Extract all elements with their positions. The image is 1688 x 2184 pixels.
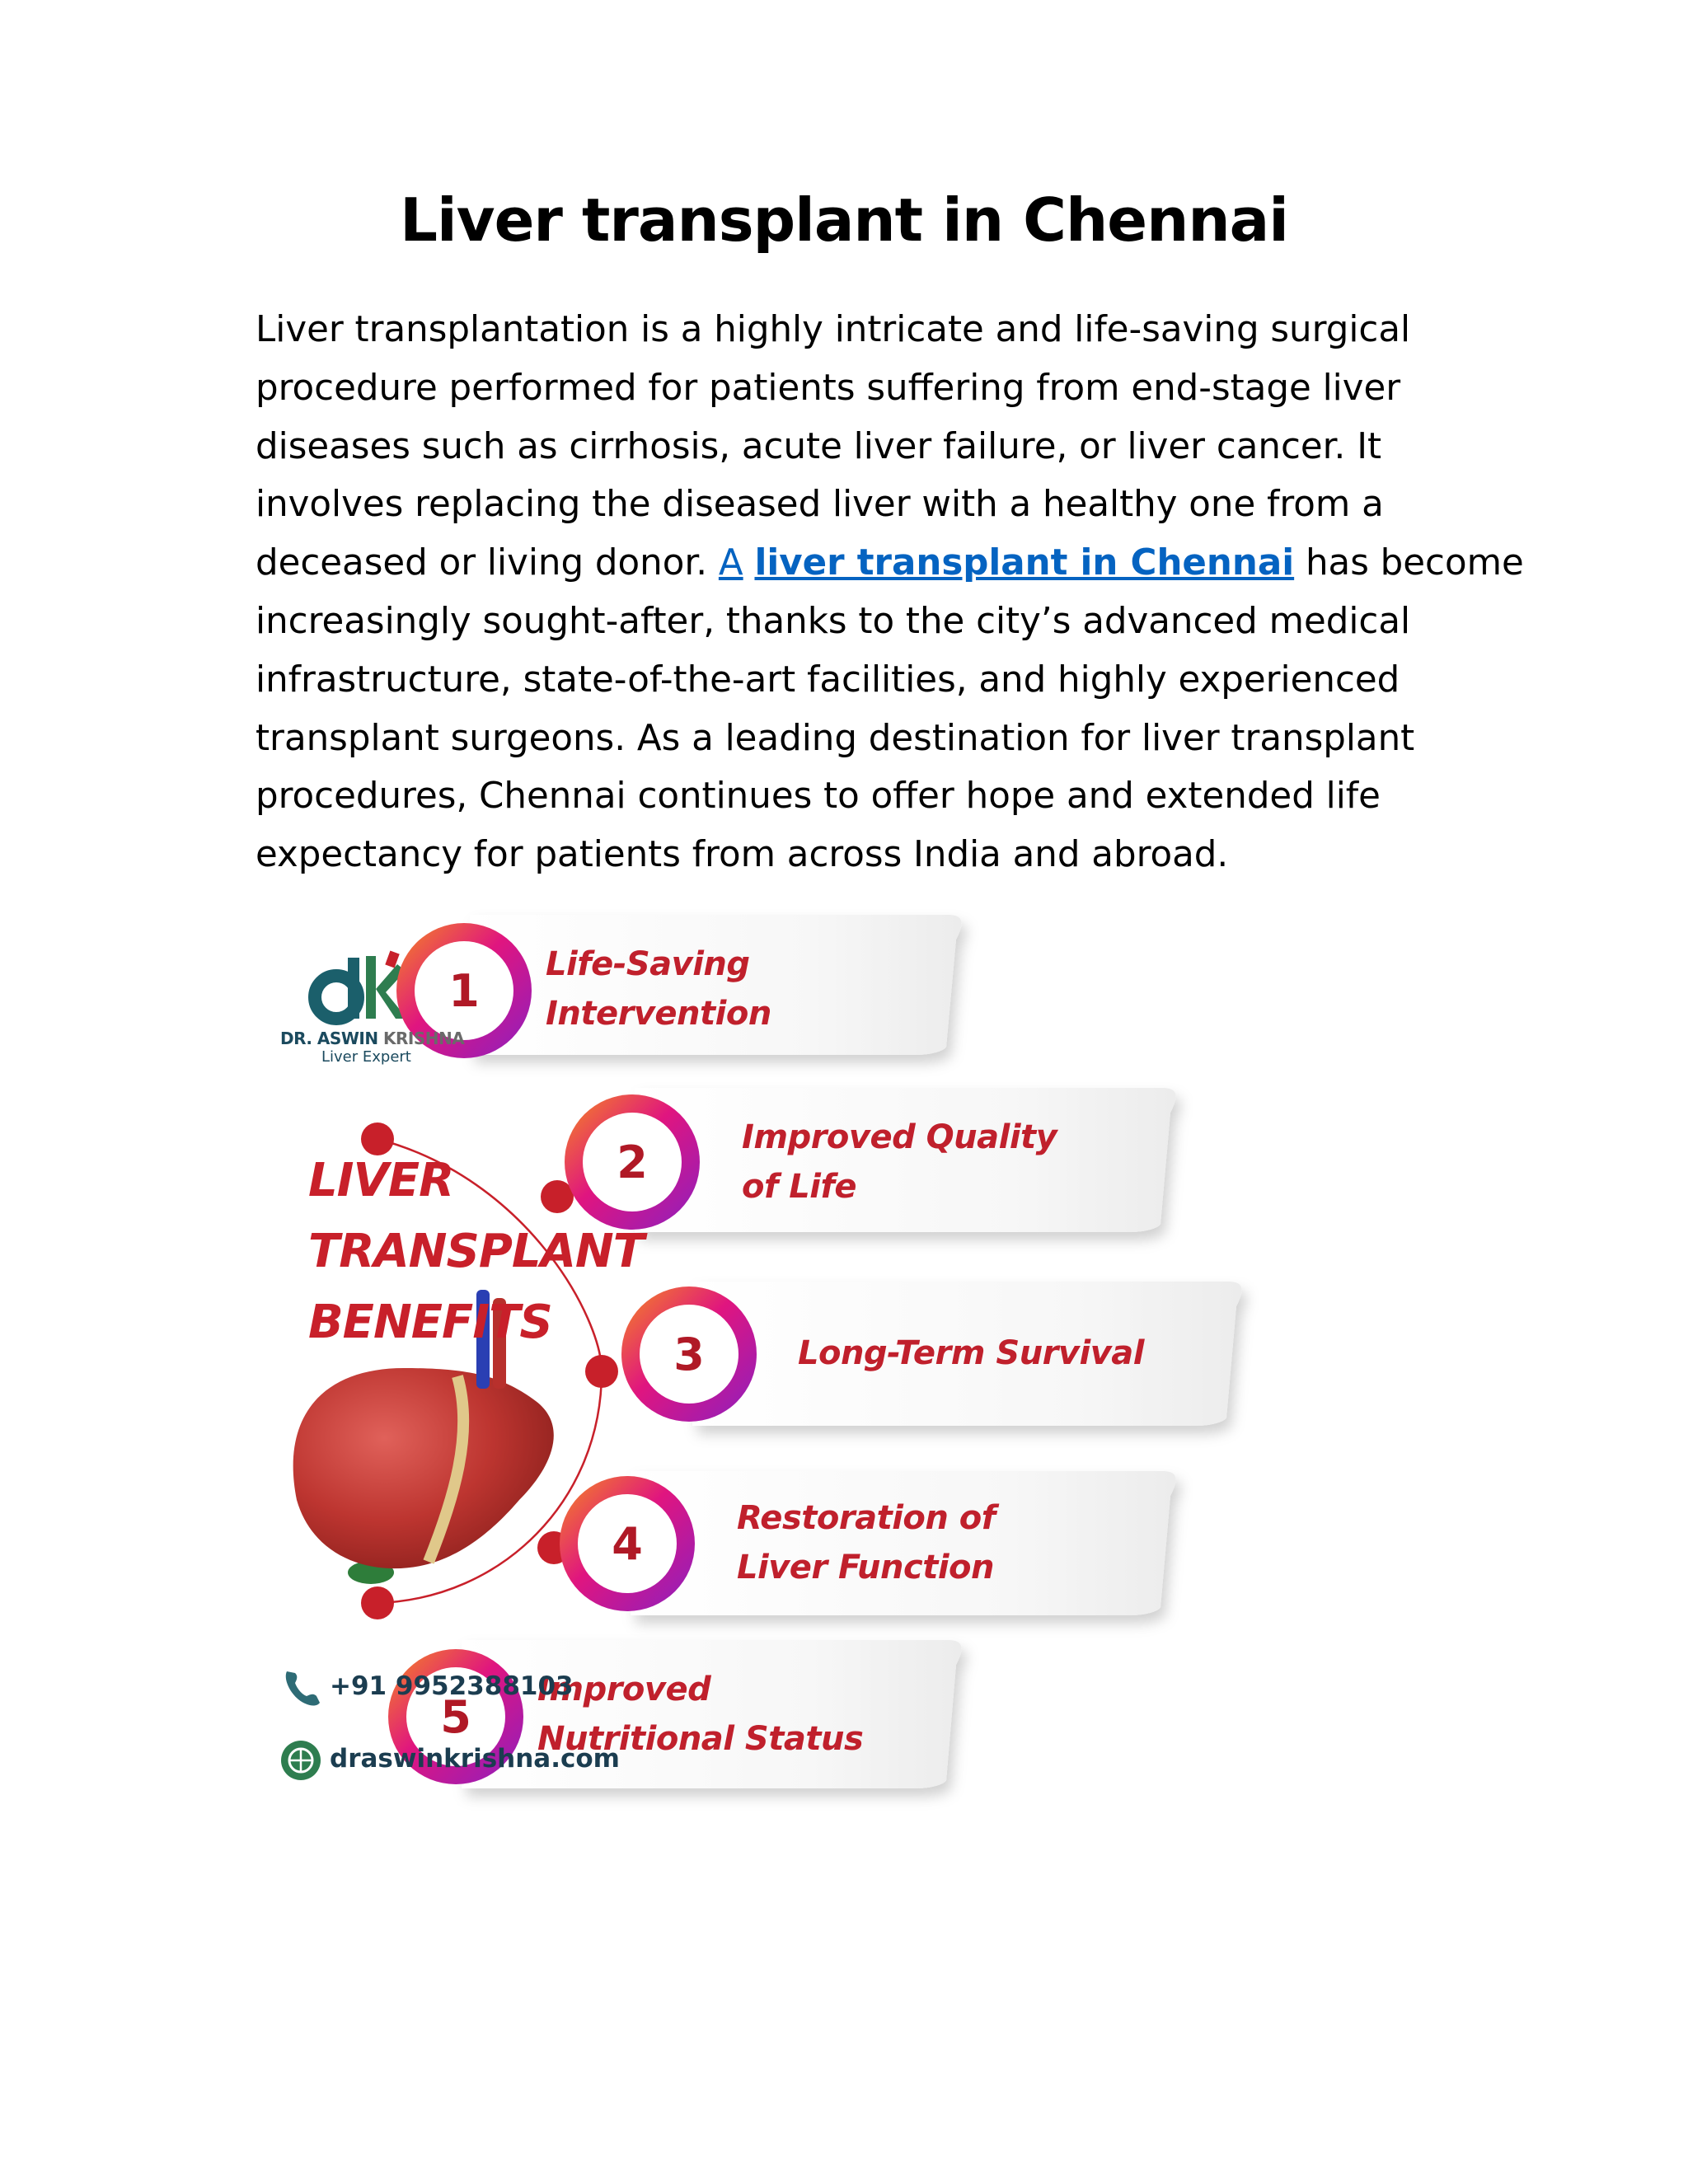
benefit-number-2: 2 <box>617 1136 648 1188</box>
paragraph-line: involves replacing the diseased liver with a healthy one from a <box>256 484 1384 526</box>
benefits-infographic <box>256 907 1426 1821</box>
brand-subtitle: Liver Expert <box>321 1048 411 1066</box>
benefit-label-1: Life-Saving Intervention <box>546 945 771 1033</box>
benefit-label-5: Improved Nutritional Status <box>537 1671 864 1758</box>
paragraph-line: Liver transplantation is a highly intricate and life-saving surgical <box>256 309 1411 350</box>
paragraph-line: procedures, Chennai continues to offer hope and extended life <box>256 776 1381 818</box>
paragraph-line: transplant surgeons. As a leading destination for liver transplant <box>256 717 1415 759</box>
paragraph-line-with-link: deceased or living donor. A liver transplant in Chennai has become <box>256 542 1524 584</box>
benefit-label-3: Long-Term Survival <box>798 1334 1144 1372</box>
paragraph-line: diseases such as cirrhosis, acute liver failure, or liver cancer. It <box>256 425 1382 467</box>
liver-transplant-chennai-link[interactable]: liver transplant in Chennai <box>754 542 1295 584</box>
benefit-label-2: Improved Quality of Life <box>742 1118 1057 1206</box>
doctor-logo <box>315 950 407 1019</box>
benefit-number-1: 1 <box>448 964 480 1017</box>
paragraph-line: increasingly sought-after, thanks to the city’s advanced medical <box>256 600 1411 642</box>
contact-phone: +91 9952388103 <box>330 1671 574 1701</box>
benefit-label-4: Restoration of Liver Function <box>737 1499 996 1586</box>
benefit-number-4: 4 <box>612 1517 643 1570</box>
benefit-number-3: 3 <box>673 1328 705 1380</box>
inline-link-article[interactable]: A <box>718 542 743 584</box>
benefit-number-5: 5 <box>440 1690 471 1743</box>
globe-icon <box>281 1741 321 1780</box>
page-title: Liver transplant in Chennai <box>400 185 1288 255</box>
benefits-headline: LIVER TRANSPLANT BENEFITS <box>308 1154 644 1349</box>
brand-name: DR. ASWIN KRISHNA <box>280 1029 465 1048</box>
contact-website: draswinkrishna.com <box>330 1744 620 1774</box>
phone-icon <box>286 1671 320 1705</box>
paragraph-line: expectancy for patients from across India and abroad. <box>256 834 1229 876</box>
paragraph-line: procedure performed for patients suffering from end-stage liver <box>256 367 1401 409</box>
intro-paragraph <box>256 301 1524 884</box>
paragraph-line: infrastructure, state-of-the-art facilities, and highly experienced <box>256 658 1400 701</box>
